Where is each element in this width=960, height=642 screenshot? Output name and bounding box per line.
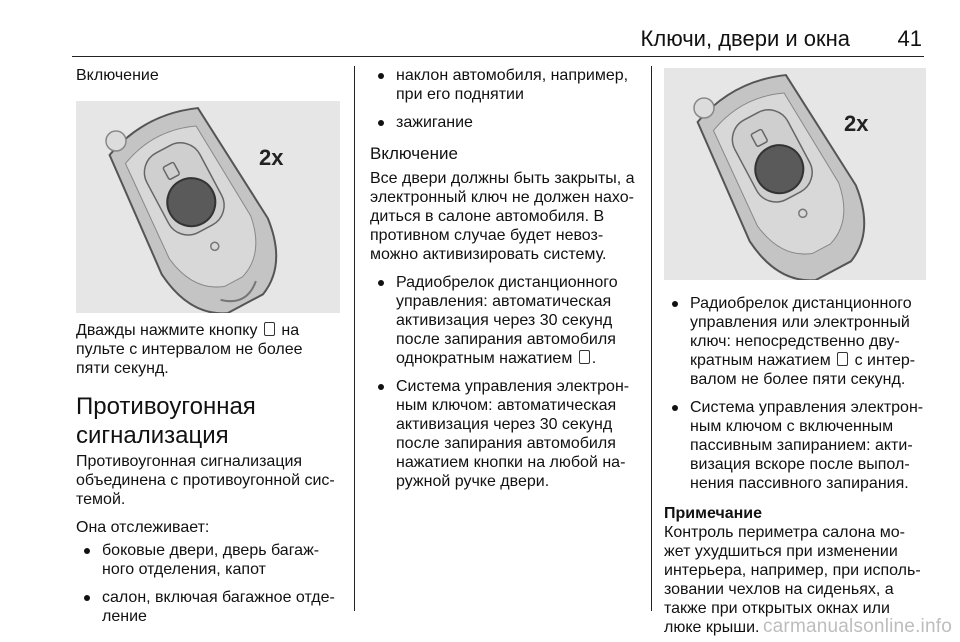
header-rule <box>72 56 924 57</box>
instruction-line-2: пульте с интервалом не более <box>76 341 303 358</box>
list-item: боковые двери, дверь багаж- ного отделения, капот <box>76 541 344 579</box>
instruction-part-a: Дважды нажмите кнопку <box>76 322 258 339</box>
page-number: 41 <box>897 26 922 51</box>
key-fob-illustration <box>664 68 926 280</box>
para1-line-2: объединена с противоугонной сис- <box>76 472 335 489</box>
lock-button-icon <box>264 322 275 336</box>
section-title <box>76 392 344 450</box>
paragraph-conditions: Все двери должны быть закрыты, а электронный ключ не должен нахо- диться в салоне автомобиля. В противном случае будет невоз- можно активизировать систему. <box>370 170 635 263</box>
para1-line-3: темой. <box>76 491 126 508</box>
instruction-text <box>76 321 344 378</box>
note-body: Контроль периметра салона мо- жет ухудшиться при изменении интерьера, например, при исполь- зовании чехлов на сиденьях, а также при открытых окнах или люке крыши. <box>664 524 921 636</box>
list-item: зажигание <box>370 113 640 132</box>
column-divider-2 <box>651 66 652 611</box>
list-item: Система управления электрон- ным ключом с включенным пассивным запиранием: акти- визация вскоре после выпол- нения пассивного запирания. <box>664 398 926 493</box>
note-title: Примечание <box>664 505 763 522</box>
list-item: Радиобрелок дистанционного управления или электронный ключ: непосредственно дву- кратным нажатием с интер- валом не более пяти секунд. <box>664 294 926 389</box>
instruction-part-b: на <box>281 322 300 339</box>
page-header <box>0 0 960 58</box>
key-fob-illustration <box>76 101 340 313</box>
column-3 <box>664 64 926 637</box>
press-count-label: 2x <box>844 111 869 136</box>
section-title-line-2: сигнализация <box>76 422 229 449</box>
header-title: Ключи, двери и окна <box>640 26 850 51</box>
key-fob-figure <box>76 101 340 313</box>
section-title-line-1: Противоугонная <box>76 393 256 420</box>
lock-button-icon <box>579 350 590 364</box>
list-item: Система управления электрон- ным ключом: автоматическая активизация через 30 секунд после запирания автомобиля нажатием кнопки на любой на- ружной ручке двери. <box>370 377 640 491</box>
column-divider-1 <box>354 66 355 611</box>
list-item: салон, включая багажное отде- ление <box>76 588 344 626</box>
lock-button-icon <box>837 352 848 366</box>
heading-activation: Включение <box>76 67 159 84</box>
heading-activation-2: Включение <box>370 144 458 163</box>
paragraph-2: Она отслеживает: <box>76 519 210 536</box>
column-2 <box>370 64 640 491</box>
instruction-line-3: пяти секунд. <box>76 360 169 377</box>
list-item: наклон автомобиля, например, при его поднятии <box>370 66 640 104</box>
para1-line-1: Противоугонная сигнализация <box>76 453 303 470</box>
watermark: carmanualsonline.info <box>762 616 952 637</box>
press-count-label: 2x <box>259 145 284 170</box>
column-1 <box>76 64 344 626</box>
key-fob-figure-2 <box>664 68 926 280</box>
bullet-list-1 <box>76 541 344 626</box>
paragraph-1 <box>76 452 344 509</box>
list-item: Радиобрелок дистанционного управления: автоматическая активизация через 30 секунд после запирания автомобиля однократным нажатием . <box>370 273 640 368</box>
